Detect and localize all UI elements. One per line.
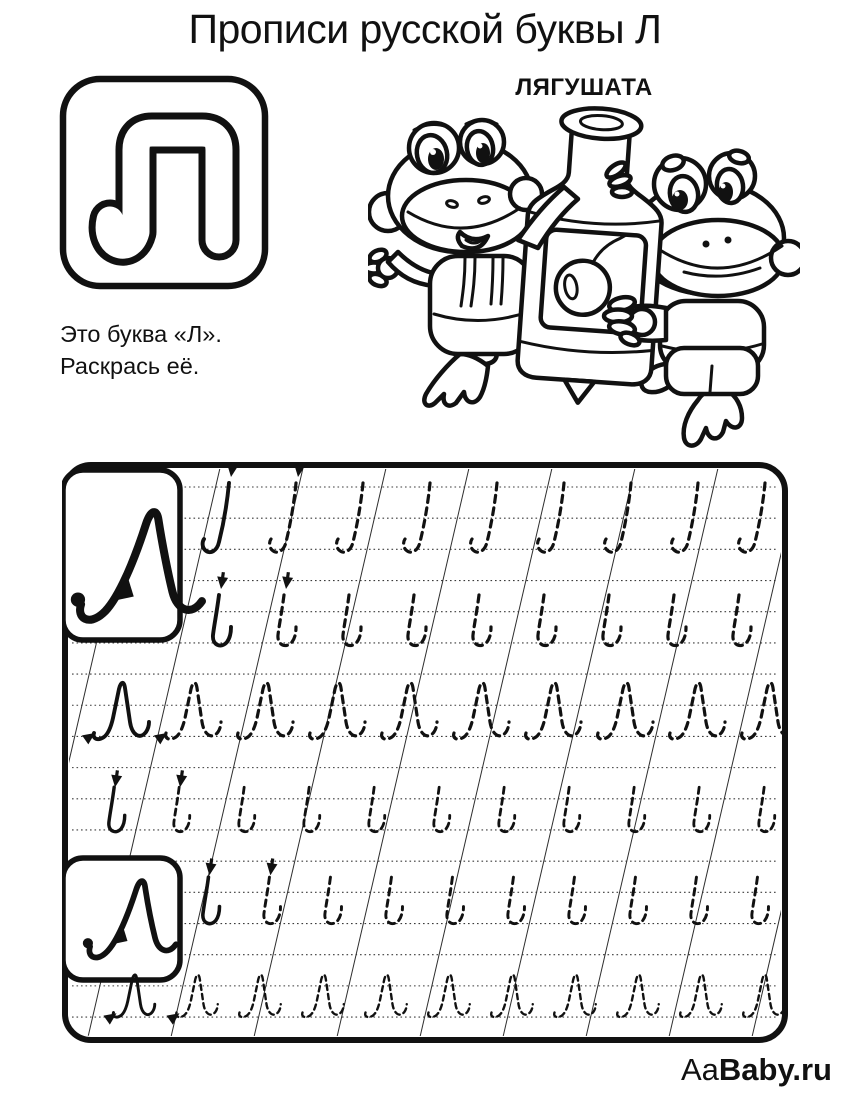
practice-panel [62,462,788,1043]
instruction-text [60,318,222,382]
site-brand [681,1052,832,1088]
cherry-icon [554,259,612,317]
brand-regular: Aa [680,1052,719,1087]
block-letter-glyph [58,74,270,292]
bottle [515,104,669,408]
frogs-illustration [368,96,800,456]
brand-bold: Baby.ru [718,1052,832,1087]
instruction-line-1: Это буква «Л». [60,321,222,347]
caption-first-letter: Л [515,74,533,101]
instruction-line-2: Раскрась её. [60,353,200,379]
caption-rest: ЯГУШАТА [532,74,653,101]
letter-card [58,74,270,292]
page-title: Прописи русской буквы Л [188,6,662,52]
practice-box [63,858,180,980]
